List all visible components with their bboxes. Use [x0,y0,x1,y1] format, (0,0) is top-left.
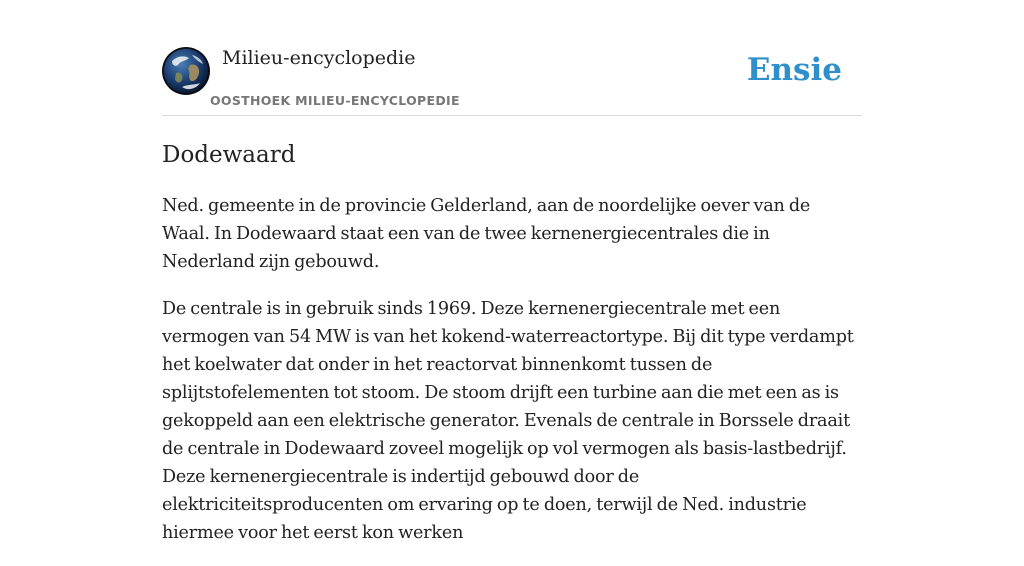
brand-logo[interactable]: Ensie [746,52,842,88]
site-subtitle[interactable]: OOSTHOEK MILIEU-ENCYCLOPEDIE [210,93,460,108]
earth-globe-icon[interactable] [162,47,210,95]
site-header [162,0,862,116]
site-name[interactable]: Milieu-encyclopedie [222,47,416,69]
article-title: Dodewaard [162,142,296,168]
article-paragraph: De centrale is in gebruik sinds 1969. Deze kernenergiecentrale met een vermogen van 54 MW is van het kokend-waterreactortype. Bij dit type verdampt het koelwater dat onder in het reactorvat binnenkomt tussen de splijtstofelementen tot stoom. De stoom drijft een turbine aan die met een as is gekoppeld aan een elektrische generator. Evenals de centrale in Borssele draait de centrale in Dodewaard zoveel mogelijk op vol vermogen als basis-lastbedrijf. Deze kernenergiecentrale is indertijd gebouwd door de elektriciteitsproducenten om ervaring op te doen, terwijl de Ned. industrie hiermee voor het eerst kon werken [162,299,854,543]
article-paragraph: Ned. gemeente in de provincie Gelderland, aan de noordelijke oever van de Waal. In Dodewaard staat een van de twee kernenergiecentrales die in Nederland zijn gebouwd. [162,196,811,272]
page-container [162,0,862,543]
article-body [162,192,862,566]
